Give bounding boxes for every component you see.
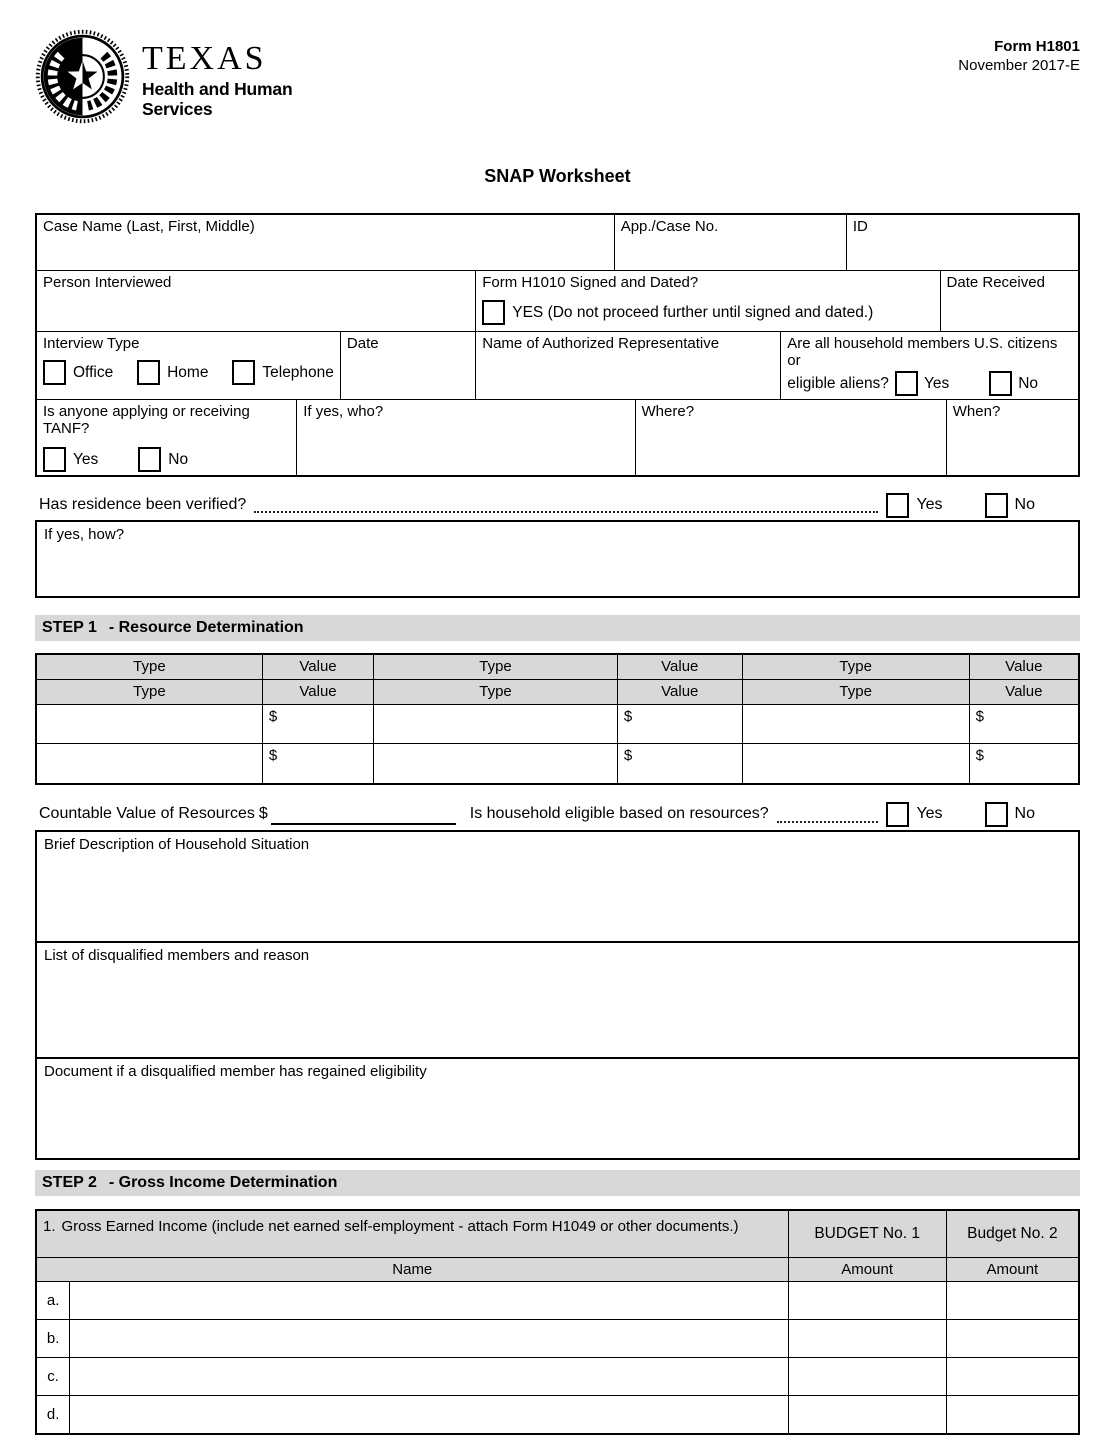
regained-eligibility-label: Document if a disqualified member has regained eligibility bbox=[44, 1063, 427, 1080]
residence-question-label: Has residence been verified? bbox=[39, 496, 247, 513]
income-amount1-input[interactable] bbox=[788, 1358, 946, 1395]
citizens-label-line1: Are all household members U.S. citizens or bbox=[787, 335, 1058, 369]
tanf-when-field[interactable] bbox=[946, 400, 1078, 475]
checkbox-citizens-no[interactable] bbox=[989, 371, 1012, 396]
dollar-sign: $ bbox=[268, 747, 278, 764]
page-header bbox=[35, 28, 1080, 138]
income-amount2-input[interactable] bbox=[946, 1282, 1078, 1319]
checkbox-resources-eligible-yes[interactable] bbox=[886, 802, 909, 827]
resource-col-header: Value bbox=[262, 680, 373, 704]
resource-col-header: Value bbox=[969, 680, 1078, 704]
citizens-yes-label: Yes bbox=[923, 374, 950, 392]
checkbox-residence-no[interactable] bbox=[985, 493, 1008, 518]
resource-col-header: Value bbox=[262, 655, 373, 679]
checkbox-interview-home[interactable] bbox=[137, 360, 160, 385]
gross-earned-income-header bbox=[37, 1211, 788, 1257]
income-amount1-input[interactable] bbox=[788, 1282, 946, 1319]
resource-type-input[interactable] bbox=[373, 744, 617, 783]
interview-type-field bbox=[37, 332, 340, 399]
interview-date-label: Date bbox=[346, 335, 379, 352]
tanf-when-label: When? bbox=[952, 403, 1001, 420]
income-row-letter: a. bbox=[46, 1292, 60, 1309]
dollar-sign: $ bbox=[268, 708, 278, 725]
form-meta bbox=[958, 28, 1080, 76]
gross-earned-income-number: 1. bbox=[43, 1218, 56, 1235]
resource-value-input[interactable] bbox=[969, 705, 1078, 743]
logo-agency-line2: Services bbox=[142, 99, 213, 120]
step1-header-bar bbox=[35, 615, 1080, 641]
amount-column-header: Amount bbox=[788, 1258, 946, 1281]
h1010-question-label: Form H1010 Signed and Dated? bbox=[482, 274, 699, 291]
authorized-rep-field[interactable] bbox=[475, 332, 780, 399]
resource-col-header: Type bbox=[37, 680, 262, 704]
step1-title: - Resource Determination bbox=[108, 619, 304, 636]
residence-verified-line bbox=[35, 492, 1080, 518]
income-row-letter: c. bbox=[47, 1368, 59, 1385]
income-amount2-input[interactable] bbox=[946, 1396, 1078, 1433]
dotted-leader bbox=[254, 511, 878, 513]
dollar-sign: $ bbox=[623, 708, 633, 725]
h1010-yes-label: YES (Do not proceed further until signed and dated.) bbox=[512, 303, 874, 321]
texas-state-seal-icon bbox=[35, 28, 130, 125]
interview-telephone-label: Telephone bbox=[262, 363, 334, 381]
checkbox-tanf-yes[interactable] bbox=[43, 447, 66, 472]
id-field[interactable] bbox=[846, 215, 1078, 270]
countable-value-label: Countable Value of Resources bbox=[39, 805, 255, 822]
checkbox-h1010-yes[interactable] bbox=[482, 300, 505, 325]
resource-col-header: Type bbox=[742, 655, 969, 679]
step2-title: - Gross Income Determination bbox=[108, 1174, 338, 1191]
resource-col-header: Type bbox=[373, 680, 617, 704]
interview-home-label: Home bbox=[167, 363, 209, 381]
dollar-sign: $ bbox=[258, 805, 268, 822]
tanf-where-field[interactable] bbox=[635, 400, 946, 475]
app-case-no-label: App./Case No. bbox=[620, 218, 719, 235]
name-column-header: Name bbox=[37, 1258, 788, 1281]
disqualified-members-label: List of disqualified members and reason bbox=[44, 947, 310, 964]
resource-table bbox=[35, 653, 1080, 785]
residence-no-label: No bbox=[1014, 496, 1035, 513]
resource-value-input[interactable] bbox=[969, 744, 1078, 783]
budget1-header: BUDGET No. 1 bbox=[788, 1211, 946, 1257]
countable-value-line bbox=[35, 800, 1080, 828]
dollar-sign: $ bbox=[975, 708, 984, 725]
resources-eligible-yes-label: Yes bbox=[916, 805, 943, 822]
income-amount1-input[interactable] bbox=[788, 1320, 946, 1357]
resource-value-input[interactable] bbox=[617, 705, 742, 743]
household-situation-input[interactable] bbox=[35, 830, 1080, 943]
id-label: ID bbox=[852, 218, 868, 235]
dotted-leader bbox=[777, 821, 879, 823]
case-name-field[interactable] bbox=[37, 215, 614, 270]
tanf-who-label: If yes, who? bbox=[303, 403, 384, 420]
tanf-yes-label: Yes bbox=[73, 450, 99, 468]
resources-eligible-no-label: No bbox=[1014, 805, 1035, 822]
checkbox-tanf-no[interactable] bbox=[138, 447, 161, 472]
resource-col-header: Value bbox=[617, 655, 742, 679]
resource-col-header: Type bbox=[742, 680, 969, 704]
interview-type-label: Interview Type bbox=[43, 335, 140, 352]
gross-earned-income-label: Gross Earned Income (include net earned self-employment - attach Form H1049 or other documents.) bbox=[61, 1218, 739, 1235]
resource-type-input[interactable] bbox=[373, 705, 617, 743]
dollar-sign: $ bbox=[975, 747, 984, 764]
interview-office-label: Office bbox=[73, 363, 114, 381]
resource-value-input[interactable] bbox=[262, 744, 373, 783]
case-name-label: Case Name (Last, First, Middle) bbox=[43, 218, 255, 235]
citizens-label-line2: eligible aliens? bbox=[787, 374, 889, 392]
resource-col-header: Value bbox=[617, 680, 742, 704]
income-amount2-input[interactable] bbox=[946, 1320, 1078, 1357]
checkbox-resources-eligible-no[interactable] bbox=[985, 802, 1008, 827]
form-number: Form H1801 bbox=[994, 38, 1080, 55]
tanf-question-field bbox=[37, 400, 296, 475]
income-row-letter: b. bbox=[46, 1330, 60, 1347]
income-amount1-input[interactable] bbox=[788, 1396, 946, 1433]
tanf-who-field[interactable] bbox=[296, 400, 634, 475]
checkbox-citizens-yes[interactable] bbox=[895, 371, 918, 396]
step2-header-bar bbox=[35, 1170, 1080, 1196]
resource-value-input[interactable] bbox=[617, 744, 742, 783]
resources-eligible-label: Is household eligible based on resources? bbox=[469, 805, 769, 822]
amount-column-header: Amount bbox=[946, 1258, 1078, 1281]
case-info-table bbox=[35, 213, 1080, 477]
step1-label: STEP 1 bbox=[42, 619, 97, 636]
resource-type-input[interactable] bbox=[37, 705, 262, 743]
date-received-field[interactable] bbox=[940, 271, 1078, 331]
resource-type-input[interactable] bbox=[37, 744, 262, 783]
form-date: November 2017-E bbox=[958, 56, 1080, 74]
citizens-no-label: No bbox=[1018, 374, 1039, 392]
logo-state-name: TEXAS bbox=[142, 40, 267, 77]
income-name-input[interactable] bbox=[69, 1320, 787, 1357]
checkbox-interview-office[interactable] bbox=[43, 360, 66, 385]
citizens-field bbox=[780, 332, 1078, 399]
tanf-no-label: No bbox=[168, 450, 189, 468]
gross-income-table bbox=[35, 1209, 1080, 1435]
texas-hhs-logo bbox=[35, 28, 292, 125]
page-title: SNAP Worksheet bbox=[484, 166, 631, 186]
countable-value-input[interactable] bbox=[271, 804, 456, 825]
person-interviewed-field[interactable] bbox=[37, 271, 475, 331]
step2-label: STEP 2 bbox=[42, 1174, 97, 1191]
household-situation-label: Brief Description of Household Situation bbox=[44, 836, 310, 853]
disqualified-members-input[interactable] bbox=[35, 941, 1080, 1059]
authorized-rep-label: Name of Authorized Representative bbox=[482, 335, 720, 352]
regained-eligibility-input[interactable] bbox=[35, 1057, 1080, 1160]
resource-type-input[interactable] bbox=[742, 744, 969, 783]
resource-col-header: Type bbox=[37, 655, 262, 679]
interview-date-field[interactable] bbox=[340, 332, 475, 399]
income-name-input[interactable] bbox=[69, 1358, 787, 1395]
checkbox-residence-yes[interactable] bbox=[886, 493, 909, 518]
budget2-header: Budget No. 2 bbox=[946, 1211, 1078, 1257]
checkbox-interview-telephone[interactable] bbox=[232, 360, 255, 385]
resource-value-input[interactable] bbox=[262, 705, 373, 743]
app-case-no-field[interactable] bbox=[614, 215, 846, 270]
income-name-input[interactable] bbox=[69, 1396, 787, 1433]
residence-how-label: If yes, how? bbox=[44, 526, 125, 543]
income-row-letter: d. bbox=[46, 1406, 60, 1423]
resource-type-input[interactable] bbox=[742, 705, 969, 743]
resource-col-header: Type bbox=[373, 655, 617, 679]
tanf-where-label: Where? bbox=[641, 403, 695, 420]
date-received-label: Date Received bbox=[946, 274, 1045, 291]
tanf-question-label: Is anyone applying or receiving TANF? bbox=[43, 403, 250, 437]
resource-col-header: Value bbox=[969, 655, 1078, 679]
person-interviewed-label: Person Interviewed bbox=[43, 274, 172, 291]
income-amount2-input[interactable] bbox=[946, 1358, 1078, 1395]
income-name-input[interactable] bbox=[69, 1282, 787, 1319]
logo-agency-line1: Health and Human bbox=[142, 79, 293, 99]
residence-how-input[interactable] bbox=[35, 520, 1080, 598]
residence-yes-label: Yes bbox=[916, 496, 943, 513]
dollar-sign: $ bbox=[623, 747, 633, 764]
h1010-signed-field bbox=[475, 271, 939, 331]
